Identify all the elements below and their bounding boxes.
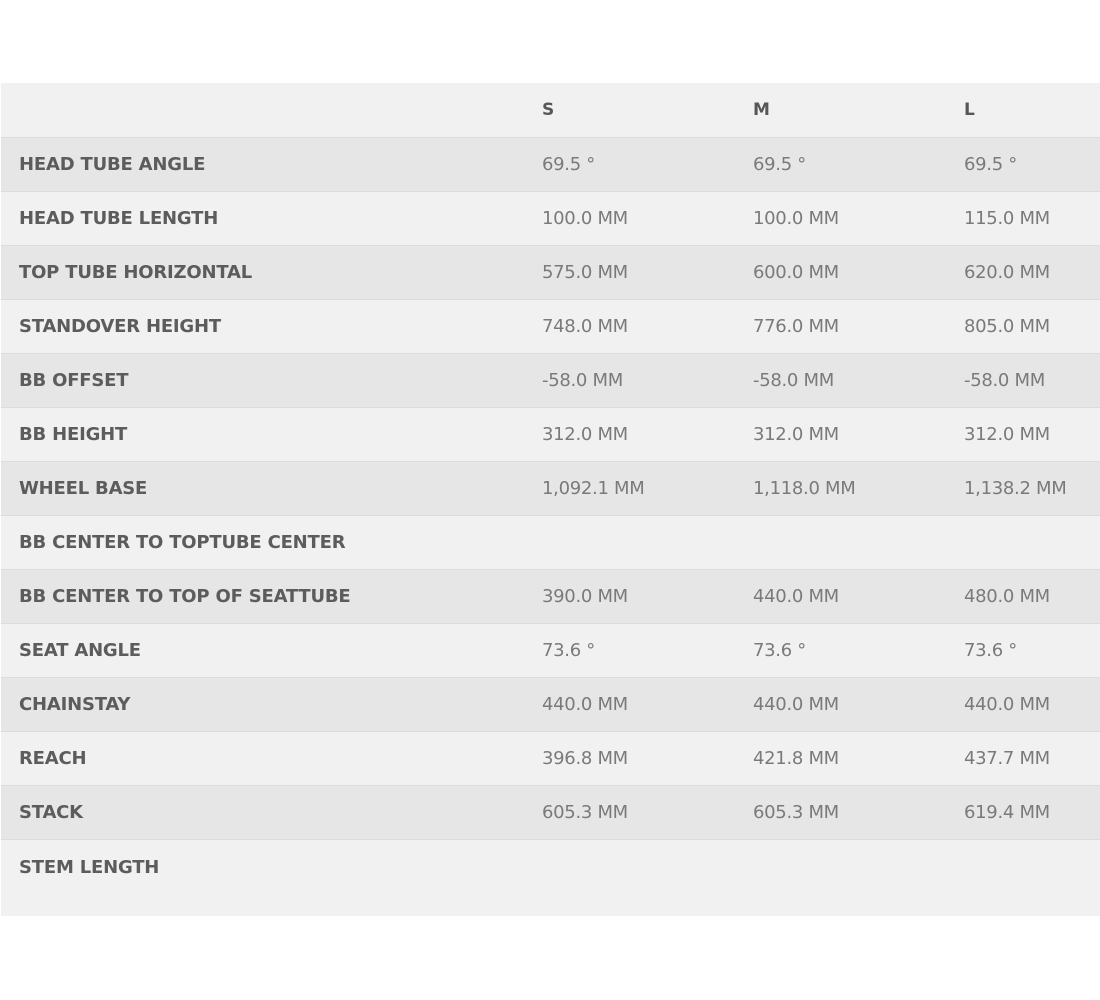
value-l	[946, 839, 1100, 916]
value-l: -58.0 MM	[946, 353, 1100, 407]
value-l: 69.5 °	[946, 137, 1100, 191]
header-size-m: M	[735, 83, 946, 137]
value-l: 480.0 MM	[946, 569, 1100, 623]
table-row	[1, 731, 1100, 785]
value-m: 1,118.0 MM	[735, 461, 946, 515]
value-m: 312.0 MM	[735, 407, 946, 461]
value-m	[735, 515, 946, 569]
geometry-table	[1, 83, 1100, 916]
value-l: 1,138.2 MM	[946, 461, 1100, 515]
value-m: 100.0 MM	[735, 191, 946, 245]
row-label: HEAD TUBE ANGLE	[1, 137, 524, 191]
value-s: 312.0 MM	[524, 407, 735, 461]
value-l: 619.4 MM	[946, 785, 1100, 839]
table-row	[1, 137, 1100, 191]
value-l	[946, 515, 1100, 569]
table-row	[1, 245, 1100, 299]
header-size-l: L	[946, 83, 1100, 137]
value-s: 440.0 MM	[524, 677, 735, 731]
header-label-column	[1, 83, 524, 137]
value-l: 115.0 MM	[946, 191, 1100, 245]
value-s: 748.0 MM	[524, 299, 735, 353]
row-label: REACH	[1, 731, 524, 785]
table-row	[1, 191, 1100, 245]
table-row	[1, 785, 1100, 839]
value-m: 73.6 °	[735, 623, 946, 677]
value-m	[735, 839, 946, 916]
value-s: 100.0 MM	[524, 191, 735, 245]
value-s: 396.8 MM	[524, 731, 735, 785]
table-row	[1, 353, 1100, 407]
value-m: 600.0 MM	[735, 245, 946, 299]
table-row	[1, 569, 1100, 623]
value-s: 1,092.1 MM	[524, 461, 735, 515]
value-s: 575.0 MM	[524, 245, 735, 299]
table-row	[1, 515, 1100, 569]
value-s: 69.5 °	[524, 137, 735, 191]
value-l: 805.0 MM	[946, 299, 1100, 353]
table-header-row	[1, 83, 1100, 137]
value-m: -58.0 MM	[735, 353, 946, 407]
table-row	[1, 461, 1100, 515]
value-m: 776.0 MM	[735, 299, 946, 353]
table-row	[1, 299, 1100, 353]
row-label: TOP TUBE HORIZONTAL	[1, 245, 524, 299]
row-label: STANDOVER HEIGHT	[1, 299, 524, 353]
table-row	[1, 407, 1100, 461]
value-m: 605.3 MM	[735, 785, 946, 839]
value-l: 437.7 MM	[946, 731, 1100, 785]
value-s: 73.6 °	[524, 623, 735, 677]
row-label: WHEEL BASE	[1, 461, 524, 515]
row-label: STEM LENGTH	[19, 856, 160, 878]
row-label: BB HEIGHT	[1, 407, 524, 461]
row-label: BB CENTER TO TOPTUBE CENTER	[1, 515, 524, 569]
header-size-s: S	[524, 83, 735, 137]
row-label: CHAINSTAY	[1, 677, 524, 731]
table-row	[1, 677, 1100, 731]
row-label: BB OFFSET	[1, 353, 524, 407]
value-m: 440.0 MM	[735, 569, 946, 623]
value-l: 440.0 MM	[946, 677, 1100, 731]
row-label: SEAT ANGLE	[1, 623, 524, 677]
value-m: 440.0 MM	[735, 677, 946, 731]
value-l: 312.0 MM	[946, 407, 1100, 461]
value-s: -58.0 MM	[524, 353, 735, 407]
value-s	[524, 515, 735, 569]
table-row	[1, 839, 1100, 916]
value-s: 390.0 MM	[524, 569, 735, 623]
value-s	[524, 839, 735, 916]
row-label: HEAD TUBE LENGTH	[1, 191, 524, 245]
value-m: 421.8 MM	[735, 731, 946, 785]
row-label: STACK	[1, 785, 524, 839]
row-label: BB CENTER TO TOP OF SEATTUBE	[1, 569, 524, 623]
table-row	[1, 623, 1100, 677]
value-s: 605.3 MM	[524, 785, 735, 839]
value-l: 73.6 °	[946, 623, 1100, 677]
value-m: 69.5 °	[735, 137, 946, 191]
value-l: 620.0 MM	[946, 245, 1100, 299]
